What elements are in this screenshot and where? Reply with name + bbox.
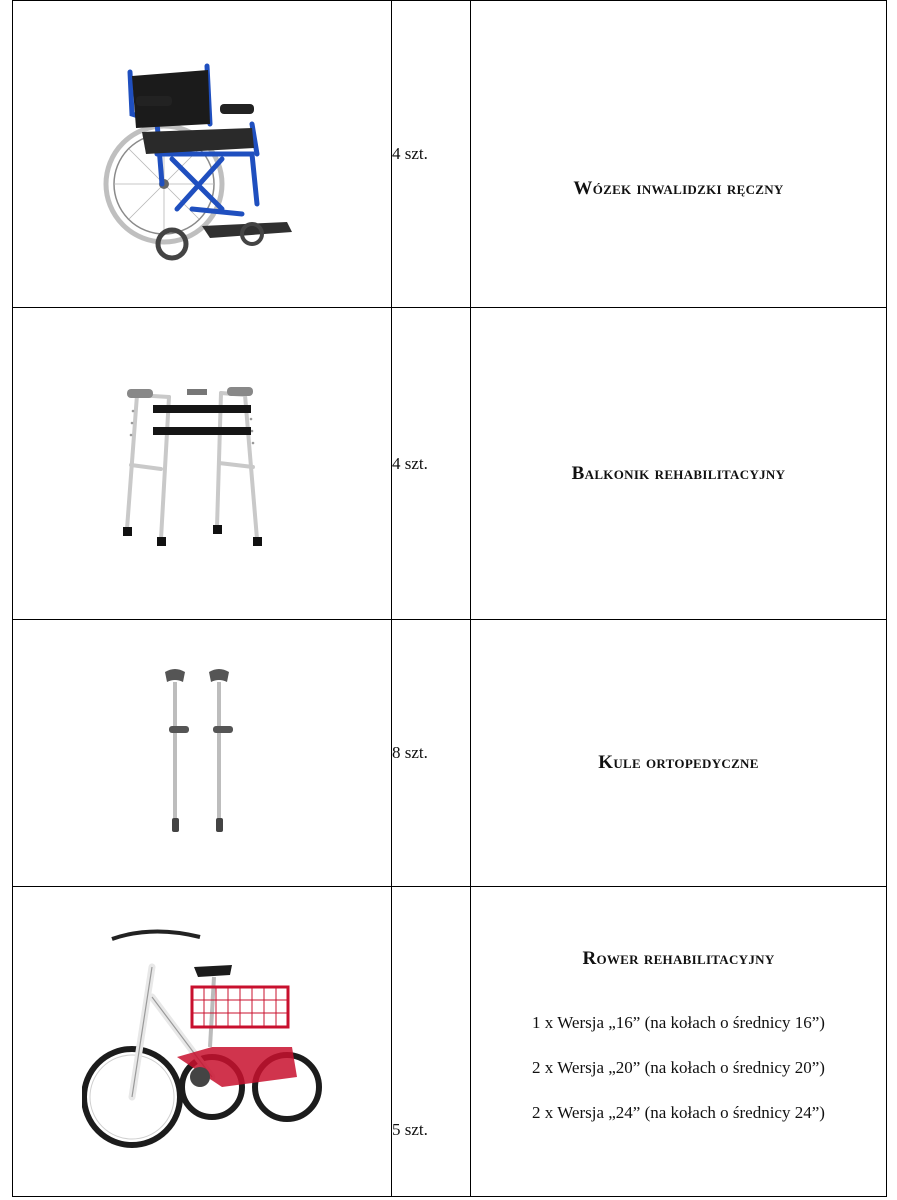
item-name: Rower rehabilitacyjny (582, 948, 775, 969)
table-row (13, 620, 887, 887)
tricycle-image (82, 927, 322, 1157)
product-image-cell (13, 1, 392, 308)
item-name-cell (471, 620, 887, 887)
table-row (13, 308, 887, 620)
wheelchair-image (102, 44, 302, 264)
quantity-cell (392, 620, 471, 887)
walker-image (117, 379, 287, 549)
version-item: 2 x Wersja „20” (na kołach o średnicy 20”) (532, 1058, 825, 1077)
item-name: Wózek inwalidzki ręczny (573, 178, 784, 199)
item-name-cell (471, 1, 887, 308)
quantity-text: 5 szt. (392, 1120, 428, 1139)
quantity-cell (392, 887, 471, 1197)
table-row (13, 887, 887, 1197)
quantity-text: 4 szt. (392, 453, 428, 473)
item-name: Kule ortopedyczne (598, 752, 759, 773)
crutches-image (157, 668, 247, 838)
product-image-cell (13, 887, 392, 1197)
quantity-cell (392, 1, 471, 308)
item-name: Balkonik rehabilitacyjny (571, 462, 786, 484)
quantity-text: 8 szt. (392, 743, 428, 762)
item-name-cell (471, 308, 887, 620)
item-name-cell (471, 887, 887, 1197)
quantity-text: 4 szt. (392, 144, 428, 163)
product-image-cell (13, 308, 392, 620)
version-item: 1 x Wersja „16” (na kołach o średnicy 16”) (532, 1013, 825, 1032)
quantity-cell (392, 308, 471, 620)
product-image-cell (13, 620, 392, 887)
table-row (13, 1, 887, 308)
equipment-table (12, 0, 887, 1197)
version-item: 2 x Wersja „24” (na kołach o średnicy 24”) (532, 1103, 825, 1122)
version-list (471, 1000, 886, 1135)
